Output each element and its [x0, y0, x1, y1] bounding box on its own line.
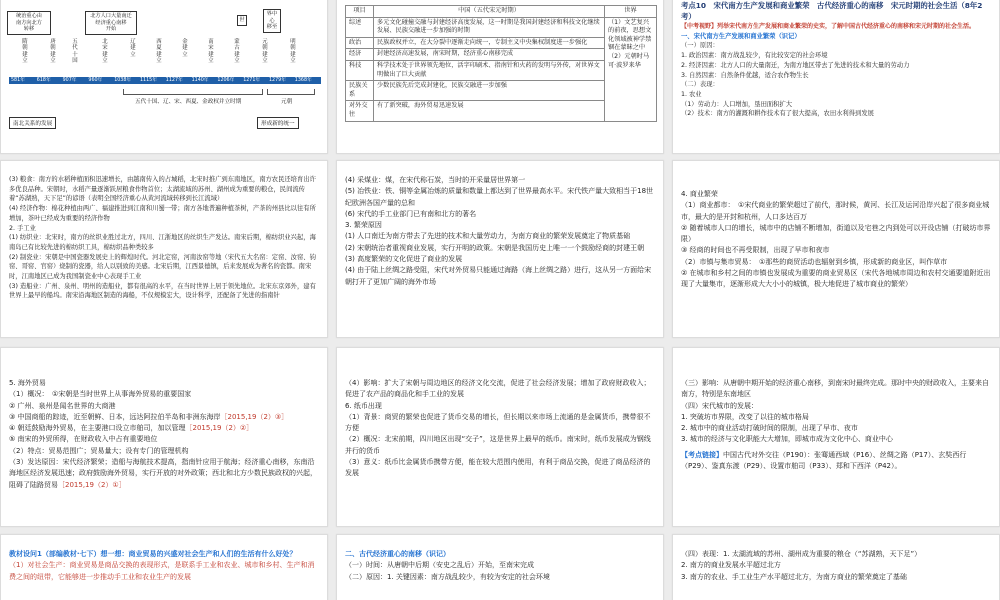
slide-11-text — [345, 549, 655, 583]
text-line: 2. 城市中的商业活动打破时间的限制，出现了早市、夜市 — [681, 424, 858, 433]
table-cell-key: 综述 — [346, 17, 374, 37]
timeline-box-center: 界中心 移至 — [263, 9, 281, 33]
table-cell-key: 经济 — [346, 49, 374, 61]
slide-12-text — [681, 549, 991, 583]
text-line: （一）时间：从唐朝中后期（安史之乱后）开始，至南宋完成 — [345, 561, 534, 570]
slide-mining-causes[interactable] — [336, 160, 664, 338]
text-line: （1）概况： ①宋朝是当时世界上从事海外贸易的重要国家 — [9, 390, 192, 399]
text-line: （四）表现：1. 太湖流域的苏州、湖州成为重要的粮仓（“苏湖熟，天下足”） — [681, 550, 922, 558]
text-line: ④ 朝廷鼓励海外贸易，在主要港口设立市舶司，加以管理 — [9, 424, 186, 433]
text-line: 1. 突破坊市界限，改变了以往的城市格局 — [681, 412, 809, 421]
section-heading: 一、宋代南方生产发展和商业繁荣（识记） — [681, 32, 801, 40]
textbook-question: 教材设问1（部编教材·七下）想一想：商业贸易的兴盛对社会生产和人们的生活有什么好处？ — [9, 550, 297, 558]
table-header-row — [346, 6, 657, 18]
text-line: （2）技术：南方的灌溉和耕作技术有了很大提高，农田水利得到发展 — [681, 110, 874, 118]
text-line: (1) 人口南迁为南方带去了先进的技术和大量劳动力，为南方商业的繁荣发展奠定了物质基础 — [345, 232, 631, 241]
timeline-dynasty-label: 明朝建立 — [290, 39, 296, 65]
text-line: 6. 纸币出现 — [345, 401, 382, 410]
text-line: （1）商业都市： ①宋代商业的繁荣超过了前代，那时候，黄河、长江及运河沿岸兴起了很多商业城市，最大的是开封和杭州，人口多达百万 — [681, 201, 990, 221]
text-line: (5) 冶铁业：铁、铜等金属冶炼的质量和数量上都达到了世界最高水平。宋代铁产量大致相当于18世纪欧洲各国产量的总和 — [345, 187, 654, 207]
citation: ［2015,19（2）①］ — [58, 480, 126, 489]
text-line: (3) 粮食：南方的水稻种植面积迅速增长，由越南传入的占城稻，北宋时推广到东南地区，南方农民还培育出许多优良品种。宋朝时，水稻产量逐渐跃居粮食作物首位；太湖流域的苏州、湖州成为重要的粮仓，民间流传着“苏湖熟，天下足”的谚语（表明全国经济重心从黄河流域转移到长江流域） — [9, 176, 316, 203]
table-cell-value: 少数民族先后完成封建化，民族交融进一步加强 — [374, 81, 605, 101]
timeline-dynasty-label: 金建立 — [182, 39, 188, 58]
table-header-china: 中国（五代宋元时期） — [374, 6, 605, 18]
text-line: 3. 繁荣原因 — [345, 221, 382, 230]
topic-title: 考点10 宋代南方生产发展和商业繁荣 古代经济重心的南移 宋元时期的社会生活（8年2考） — [681, 1, 983, 21]
timeline-box-world: 世 — [237, 15, 247, 26]
text-line: （2）特点：贸易范围广；贸易量大；设有专门的管理机构 — [9, 446, 189, 455]
summary-table — [345, 5, 657, 122]
slide-8-text — [345, 378, 655, 480]
text-line: (3) 造船业：广州、泉州、明州的造船业，都有很高的水平，在当时世界上居于领先地位。北宋东京郊外，建有世界上最早的船坞。南宋沿海地区制造的海船，不仅规模宏大，设计科学，还配备了先进的指南针 — [9, 282, 316, 300]
timeline-year-label: 907年 — [62, 78, 77, 83]
text-line: 1. 政治因素：南方战乱较少，有比较安定的社会环境 — [681, 52, 828, 60]
text-line: （3）意义：纸币比金属货币携带方便，能在较大范围内使用，有利于商品交换，促进了商品经济的发展 — [345, 458, 651, 478]
slide-9-text — [681, 378, 991, 472]
table-cell-value: 民族政权并立，在大分裂中逐渐走向统一，专制主义中央集权制度进一步强化 — [374, 37, 605, 49]
timeline-box-economic-shift: 北方人口大量南迁 经济重心南移 开始 — [85, 11, 137, 35]
timeline-year-label: 1127年 — [165, 78, 183, 83]
slide-shift-manifest[interactable] — [672, 534, 1000, 600]
table-cell-value: 多元文化碰撞交融与封建经济高度发展，这一时期是我国封建经济和科技文化继续发展、民族交融进一步加强的时期 — [374, 17, 605, 37]
topic-link-label: 【考点链接】 — [681, 450, 723, 459]
slide-timeline[interactable] — [0, 0, 328, 154]
timeline-year-label: 1140年 — [191, 78, 209, 83]
table-cell-key: 对外交往 — [346, 101, 374, 121]
table-cell-key: 科技 — [346, 60, 374, 80]
text-line: (4) 由于陆上丝绸之路受阻，宋代对外贸易只能通过海路（海上丝绸之路）进行，这从另一方面给宋朝打开了更加广阔的海外市场 — [345, 266, 652, 286]
text-line: ② 广州、泉州是闻名世界的大商港 — [9, 401, 116, 410]
slide-6-text — [681, 189, 991, 291]
text-line: (2) 宋朝统治者重视商业发展，实行开明的政策。宋朝是我国历史上唯一一个鼓励经商的封建王朝 — [345, 243, 645, 252]
text-line: （二）原因：1. 关键因素：南方战乱较少，有较为安定的社会环境 — [345, 572, 550, 581]
timeline-dynasty-label: 南宋建立 — [208, 39, 214, 65]
timeline-dynasty-label: 唐朝建立 — [50, 39, 56, 65]
text-line: （3）发达原因：宋代经济繁荣；造船与海航技术提高，指南针应用于航海；经济重心南移，东南沿海地区经济发展迅速；政府鼓励海外贸易，实行开放的对外政策；西北和北方少数民族政权的兴起，阻碍了陆路贸易 — [9, 458, 317, 489]
timeline-year-label: 1368年 — [294, 78, 312, 83]
timeline-brace-mid — [123, 89, 263, 95]
text-line: （三）影响：从唐朝中期开始的经济重心南移，到南宋时最终完成。那时中央的财政收入，主要来自南方，特别是东南地区 — [681, 379, 989, 399]
timeline-brace-right — [267, 89, 315, 95]
text-line: 3. 城市的经济与文化职能大大增加，即城市成为文化中心、商业中心 — [681, 435, 893, 444]
subheading-manifest: （二）表现： — [681, 81, 719, 89]
text-line: （2）概况：北宋前期，四川地区出现“交子”，这是世界上最早的纸币。南宋时，纸币发展成为钢线并行的货币 — [345, 435, 651, 455]
text-line: 2. 南方的商业发展水平超过北方 — [681, 561, 781, 570]
timeline-year-label: 1271年 — [243, 78, 261, 83]
timeline-year-label: 581年 — [11, 78, 25, 83]
table-header-item: 项目 — [346, 6, 374, 18]
text-line: ③ 中国商船的踪迹，近至朝鲜、日本，远达阿拉伯半岛和非洲东海岸 — [9, 412, 221, 421]
timeline-dynasty-label: 五代十国 — [72, 39, 78, 65]
table-cell-value: 封建经济高速发展，南宋时期，经济重心南移完成 — [374, 49, 605, 61]
text-line: (3) 高度繁荣的文化促进了商业的发展 — [345, 255, 463, 264]
slide-agriculture-handicraft[interactable] — [0, 160, 328, 338]
text-line: 3. 自然因素：自然条件优越，适合农作物生长 — [681, 71, 809, 79]
text-line: (4) 经济作物：棉花种植由两广、福建推进到江南和川蜀一带；南方各地普遍种植茶树，产茶的州县比以往有所增加，茶叶已经成为重要的经济作物 — [9, 205, 316, 222]
text-line: ⑤ 南宋的外贸所得，在财政收入中占有重要地位 — [9, 435, 158, 444]
timeline-dynasty-label: 西夏建立 — [156, 39, 162, 65]
table-row — [346, 17, 657, 37]
text-line: 2. 经济因素：北方人口的大量南迁，为南方地区带去了先进的技术和大量的劳动力 — [681, 61, 910, 69]
timeline-foot-right: 形成新的统一 — [257, 117, 299, 129]
text-line: (1) 纺织业：北宋时，南方的丝织业胜过北方，四川、江浙地区的丝织生产发达。南宋后期，棉纺织业兴起，海南岛已有比较先进的棉纺织工具，棉纺织品种类较多 — [9, 234, 316, 251]
text-line: 5. 海外贸易 — [9, 379, 46, 387]
table-cell-key: 政治 — [346, 37, 374, 49]
timeline-note-right: 元朝 — [281, 99, 293, 105]
timeline-year-label: 618年 — [36, 78, 51, 83]
slide-topic-10-text — [681, 1, 991, 119]
table-cell-key: 民族关系 — [346, 81, 374, 101]
text-line: （2）市镇与集市贸易： ①那些的商贸活动也辐射到乡镇，形成新的商业区，叫作草市 — [681, 257, 948, 266]
slide-overseas-trade[interactable] — [0, 347, 328, 527]
slide-textbook-question[interactable] — [0, 534, 328, 600]
table-header-world: 世界 — [605, 6, 657, 18]
timeline-dynasty-label: 元朝建立 — [262, 39, 268, 65]
timeline-foot-left: 南北关系的发展 — [9, 117, 56, 129]
text-line: ② 在城市和乡村之间的市镇也发展成为重要的商业贸易区（宋代各地城市周边和农村交通要道附近出现了大量集市，逐渐形成大大小小的城镇，极大地促进了城市商业的繁荣） — [681, 269, 991, 289]
text-line: 3. 南方的农业、手工业生产水平超过北方，为南方商业的繁荣奠定了基础 — [681, 572, 907, 581]
text-line: (4) 采煤业：煤，在宋代称石炭，当时的开采量居世界第一 — [345, 176, 526, 184]
section-heading: 二、古代经济重心的南移（识记） — [345, 550, 450, 558]
text-line: 1. 农业 — [681, 90, 702, 98]
timeline-year-label: 1038年 — [114, 78, 132, 83]
text-line: ② 随着城市人口的增长，城市中的店铺不断增加，街道以及宅巷之内到处可以开设店铺（打破坊市界限） — [681, 223, 991, 244]
slide-5-text — [345, 175, 655, 288]
slide-4-text — [9, 175, 319, 301]
table-cell-value: 科学技术处于世界领先地位，活字印刷术、指南针和火药的发明与外传，对世界文明做出了巨大贡献 — [374, 60, 605, 80]
timeline-dynasty-label: 蒙古建立 — [234, 39, 240, 65]
slide-7-text — [9, 378, 319, 491]
timeline-note-mid: 五代十国、辽、宋、西夏、金政权并立时期 — [135, 99, 242, 105]
table-cell-world: （1）文艺复兴的前夜，思想文化领域被神学禁锢在蒙昧之中 （2）元朝时马可·波罗来华 — [605, 17, 657, 121]
table-cell-value: 有了新突破，海外贸易迅速发展 — [374, 101, 605, 121]
slide-influence-cities[interactable] — [672, 347, 1000, 527]
citation: ［2015,19（2）②］ — [185, 424, 254, 433]
text-line: (2) 制瓷业：宋朝是中国瓷器发展史上的辉煌时代。河北定窑，河南汝窑等地（宋代五大名窑：定窑、汝窑、钧窑、哥窑、官窑）烧制的瓷器，给人以别致的美感。北宋后期，江西景德镇，后来发展成为著名的瓷都。南宋时，江南地区已成为我国制瓷业中心表现手工业 — [9, 253, 316, 281]
text-line: （4）影响：扩大了宋朝与周边地区的经济文化交流，促进了社会经济发展；增加了政府财政收入；促进了农产品的商品化和手工业的发展 — [345, 379, 651, 399]
exam-view-tag: 【中考视野】列举宋代南方生产发展和商业繁荣的史实，了解中国古代经济重心的南移和宋元时期的社会生活。 — [681, 23, 976, 30]
slide-paper-money[interactable] — [336, 347, 664, 527]
topic-link-text: 中国古代对外交往（P190）：张骞通西域（P16）、丝绸之路（P17）、玄奘西行（P29）、鉴真东渡（P29）、设置市舶司（P33）、郑和下西洋（P42）。 — [681, 450, 967, 471]
subheading-cause: （一）原因： — [681, 42, 719, 50]
timeline-diagram — [5, 5, 325, 127]
timeline-box-political-shift: 统治重心由 南方向北方 转移 — [7, 11, 51, 35]
text-line: 4. 商业繁荣 — [681, 190, 718, 198]
slide-topic-10[interactable] — [672, 0, 1000, 154]
citation: ［2015,19（2）③］ — [220, 412, 289, 421]
timeline-year-label: 1279年 — [269, 78, 287, 83]
slide-summary-table[interactable] — [336, 0, 664, 154]
slide-10-text — [9, 549, 319, 583]
slide-economic-shift[interactable] — [336, 534, 664, 600]
timeline-year-label: 960年 — [88, 78, 103, 83]
text-line: （1）背景：商贸的繁荣也促进了货币交易的增长，但长期以来市场上流通的是金属货币，携带很不方便 — [345, 412, 651, 433]
timeline-dynasty-label: 隋朝建立 — [22, 39, 28, 65]
answer-text: （1）对社会生产：商业贸易是商品交换的表现形式，是联系手工业和农业、城市和乡村、生产和消费之间的纽带，它能够进一步推动手工业和农业生产的发展 — [9, 561, 315, 581]
timeline-year-label: 1115年 — [140, 78, 158, 83]
text-line: 2. 手工业 — [9, 224, 36, 232]
text-line: ③ 经商的时间也不再受限制，出现了早市和夜市 — [681, 246, 830, 255]
timeline-year-label: 1206年 — [217, 78, 235, 83]
timeline-dynasty-label: 北宋建立 — [102, 39, 108, 65]
text-line: （1）劳动力：人口增加，垦田面积扩大 — [681, 100, 793, 108]
slide-commerce[interactable] — [672, 160, 1000, 338]
text-line: （四）宋代城市的发展： — [681, 401, 758, 410]
timeline-dynasty-label: 辽建立 — [130, 39, 136, 58]
text-line: (6) 宋代的手工业部门已有南和北方的著名 — [345, 209, 477, 218]
